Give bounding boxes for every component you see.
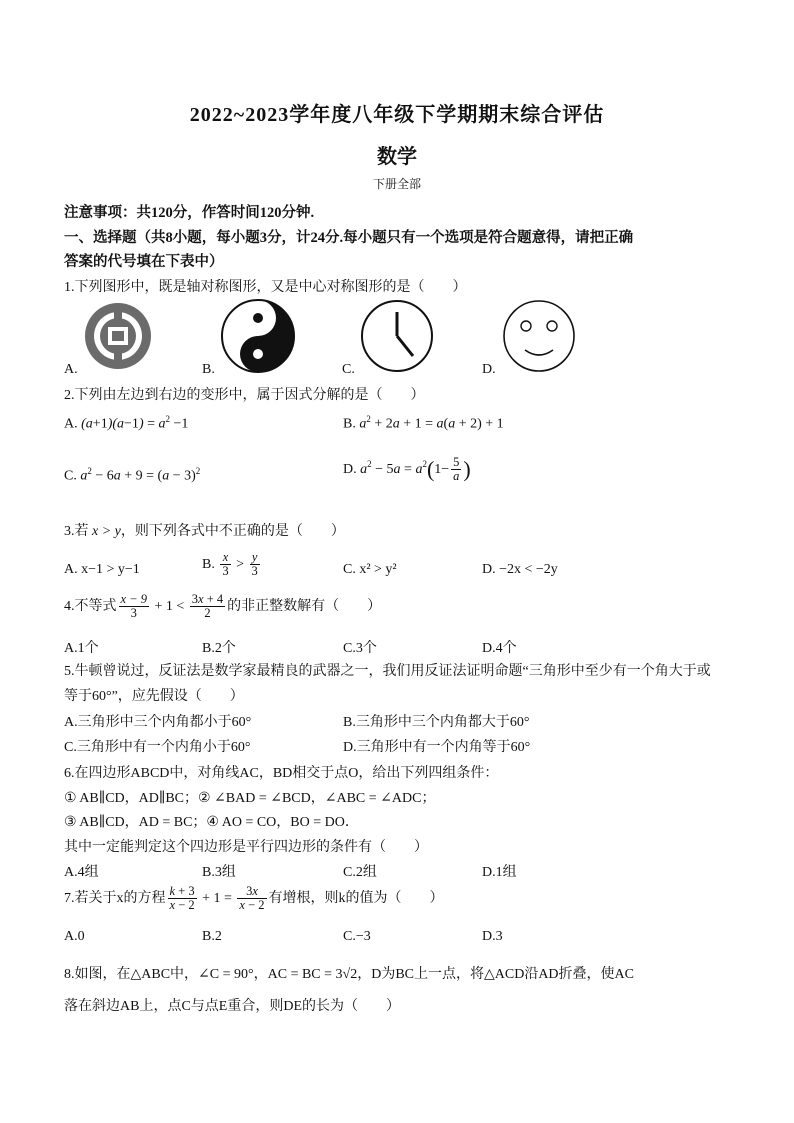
- bank-coin-icon: [80, 300, 160, 372]
- q5-line2: 等于60°”，应先假设（ ）: [64, 689, 244, 704]
- q6-line2: ① AB∥CD，AD∥BC；② ∠BAD = ∠BCD，∠ABC = ∠ADC；: [64, 791, 436, 806]
- q4-option-b: B.2个: [202, 641, 236, 656]
- q5-option-a: A.三角形中三个内角都小于60°: [64, 715, 252, 730]
- exam-scope: 下册全部: [372, 177, 421, 191]
- q7-option-a: A.0: [64, 929, 85, 944]
- q6-line1: 6.在四边形ABCD中，对角线AC，BD相交于点O，给出下列四组条件：: [64, 766, 499, 781]
- q1-option-d-label: D.: [482, 362, 496, 377]
- q7-option-c: C.−3: [343, 929, 371, 944]
- q4-option-c: C.3个: [343, 641, 377, 656]
- q6-line3: ③ AB∥CD，AD = BC；④ AO = CO，BO = DO．: [64, 815, 359, 830]
- q2-option-b: B. $a^2 + 2a + 1 = a(a + 2) + 1$: [343, 414, 504, 432]
- q5-option-d: D.三角形中有一个内角等于60°: [343, 740, 531, 755]
- q1-option-b-label: B.: [202, 362, 215, 377]
- q1-option-c-label: C.: [342, 362, 355, 377]
- q2-option-d: D. $a^2 - 5a = a^2(1-$ $\frac{5}{a}$ ): [343, 455, 471, 484]
- exam-title: 2022~2023学年度八年级下学期期末综合评估: [189, 104, 605, 126]
- q7-option-d: D.3: [482, 929, 503, 944]
- q3-stem: 3.若 x > y，则下列各式中不正确的是（ ）: [64, 524, 345, 539]
- q6-option-b: B.3组: [202, 865, 236, 880]
- q4-option-d: D.4个: [482, 641, 517, 656]
- q2-option-c: C. $a^2 - 6a + 9 = (a - 3)^2$: [64, 466, 201, 484]
- q6-option-a: A.4组: [64, 865, 99, 880]
- q5-option-c: C.三角形中有一个内角小于60°: [64, 740, 251, 755]
- section-heading-line1: 一、选择题（共8小题，每小题3分，计24分.每小题只有一个选项是符合题意得，请把正确: [64, 230, 634, 246]
- notice: 注意事项：共120分，作答时间120分钟.: [64, 205, 315, 221]
- q4-option-a: A.1个: [64, 641, 99, 656]
- q8-line2: 落在斜边AB上，点C与点E重合，则DE的长为（ ）: [64, 999, 400, 1014]
- q1-option-a-label: A.: [64, 362, 78, 377]
- q3-option-d: D. −2x < −2y: [482, 562, 558, 577]
- q2-option-a: A. $(a+1)(a-1) = a^2 -1$: [64, 414, 189, 432]
- clock-icon: [358, 298, 436, 374]
- q6-option-c: C.2组: [343, 865, 377, 880]
- q5-option-b: B.三角形中三个内角都大于60°: [343, 715, 530, 730]
- smiley-face-icon: [500, 298, 578, 374]
- yin-yang-icon: [218, 298, 298, 374]
- q1-stem: 1.下列图形中，既是轴对称图形，又是中心对称图形的是（ ）: [64, 280, 467, 295]
- q3-option-b: B. $\frac{x}{3}$ > $\frac{y}{3}$: [202, 550, 258, 579]
- q5-line1: 5.牛顿曾说过，反证法是数学家最精良的武器之一，我们用反证法证明命题“三角形中至少有一个角大于或: [64, 664, 711, 679]
- q7-option-b: B.2: [202, 929, 222, 944]
- q8-line1: 8.如图，在△ABC中，∠C = 90°，AC = BC = 3√2，D为BC上一点，将△ACD沿AD折叠，使AC: [64, 967, 634, 982]
- q6-line4: 其中一定能判定这个四边形是平行四边形的条件有（ ）: [64, 840, 428, 855]
- section-heading-line2: 答案的代号填在下表中）: [64, 254, 224, 270]
- q2-stem: 2.下列由左边到右边的变形中，属于因式分解的是（ ）: [64, 388, 425, 403]
- q4-stem: 4.不等式 $\frac{x - 9}{3}$ + 1 < $\frac{3x + 4}{2}$ 的非正整数解有（ ）: [64, 592, 382, 621]
- q7-stem: 7.若关于x的方程 $\frac{k + 3}{x - 2}$ + 1 = $\frac{3x}{x - 2}$ 有增根，则k的值为（ ）: [64, 884, 444, 913]
- exam-subject: 数学: [377, 146, 417, 168]
- q3-option-a: A. x−1 > y−1: [64, 562, 140, 577]
- q6-option-d: D.1组: [482, 865, 517, 880]
- q3-option-c: C. x² > y²: [343, 562, 397, 577]
